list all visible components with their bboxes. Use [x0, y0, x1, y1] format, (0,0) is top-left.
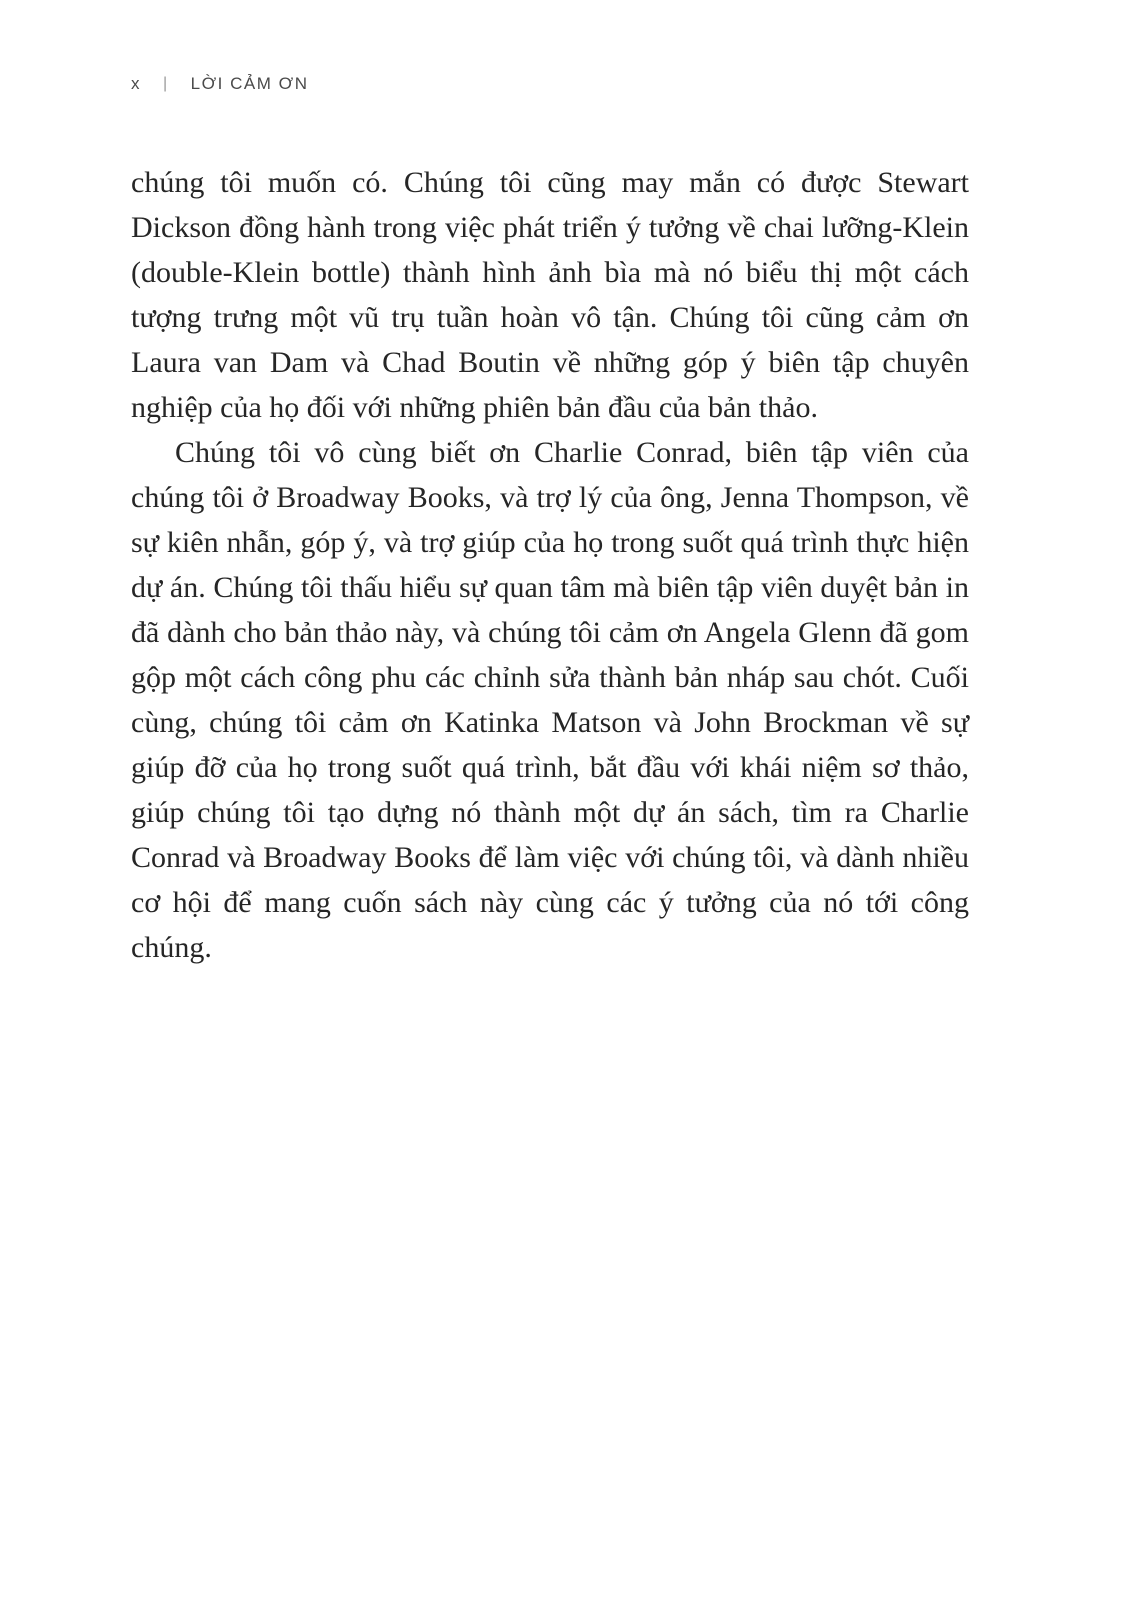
header-separator: |	[163, 75, 169, 92]
paragraph: chúng tôi muốn có. Chúng tôi cũng may mắn có được Stewart Dickson đồng hành trong việc phát triển ý tưởng về chai lưỡng-Klein (double-Klein bottle) thành hình ảnh bìa mà nó biểu thị một cách tượng trưng một vũ trụ tuần hoàn vô tận. Chúng tôi cũng cảm ơn Laura van Dam và Chad Boutin về những góp ý biên tập chuyên nghiệp của họ đối với những phiên bản đầu của bản thảo.	[131, 166, 969, 424]
paragraph: Chúng tôi vô cùng biết ơn Charlie Conrad, biên tập viên của chúng tôi ở Broadway Books, và trợ lý của ông, Jenna Thompson, về sự kiên nhẫn, góp ý, và trợ giúp của họ trong suốt quá trình thực hiện dự án. Chúng tôi thấu hiểu sự quan tâm mà biên tập viên duyệt bản in đã dành cho bản thảo này, và chúng tôi cảm ơn Angela Glenn đã gom gộp một cách công phu các chỉnh sửa thành bản nháp sau chót. Cuối cùng, chúng tôi cảm ơn Katinka Matson và John Brockman về sự giúp đỡ của họ trong suốt quá trình, bắt đầu với khái niệm sơ thảo, giúp chúng tôi tạo dựng nó thành một dự án sách, tìm ra Charlie Conrad và Broadway Books để làm việc với chúng tôi, và dành nhiều cơ hội để mang cuốn sách này cùng các ý tưởng của nó tới công chúng.	[131, 436, 969, 964]
running-header	[131, 74, 309, 94]
body-text	[131, 160, 969, 970]
chapter-title: LỜI CẢM ƠN	[190, 74, 309, 93]
page-number: x	[131, 74, 141, 93]
